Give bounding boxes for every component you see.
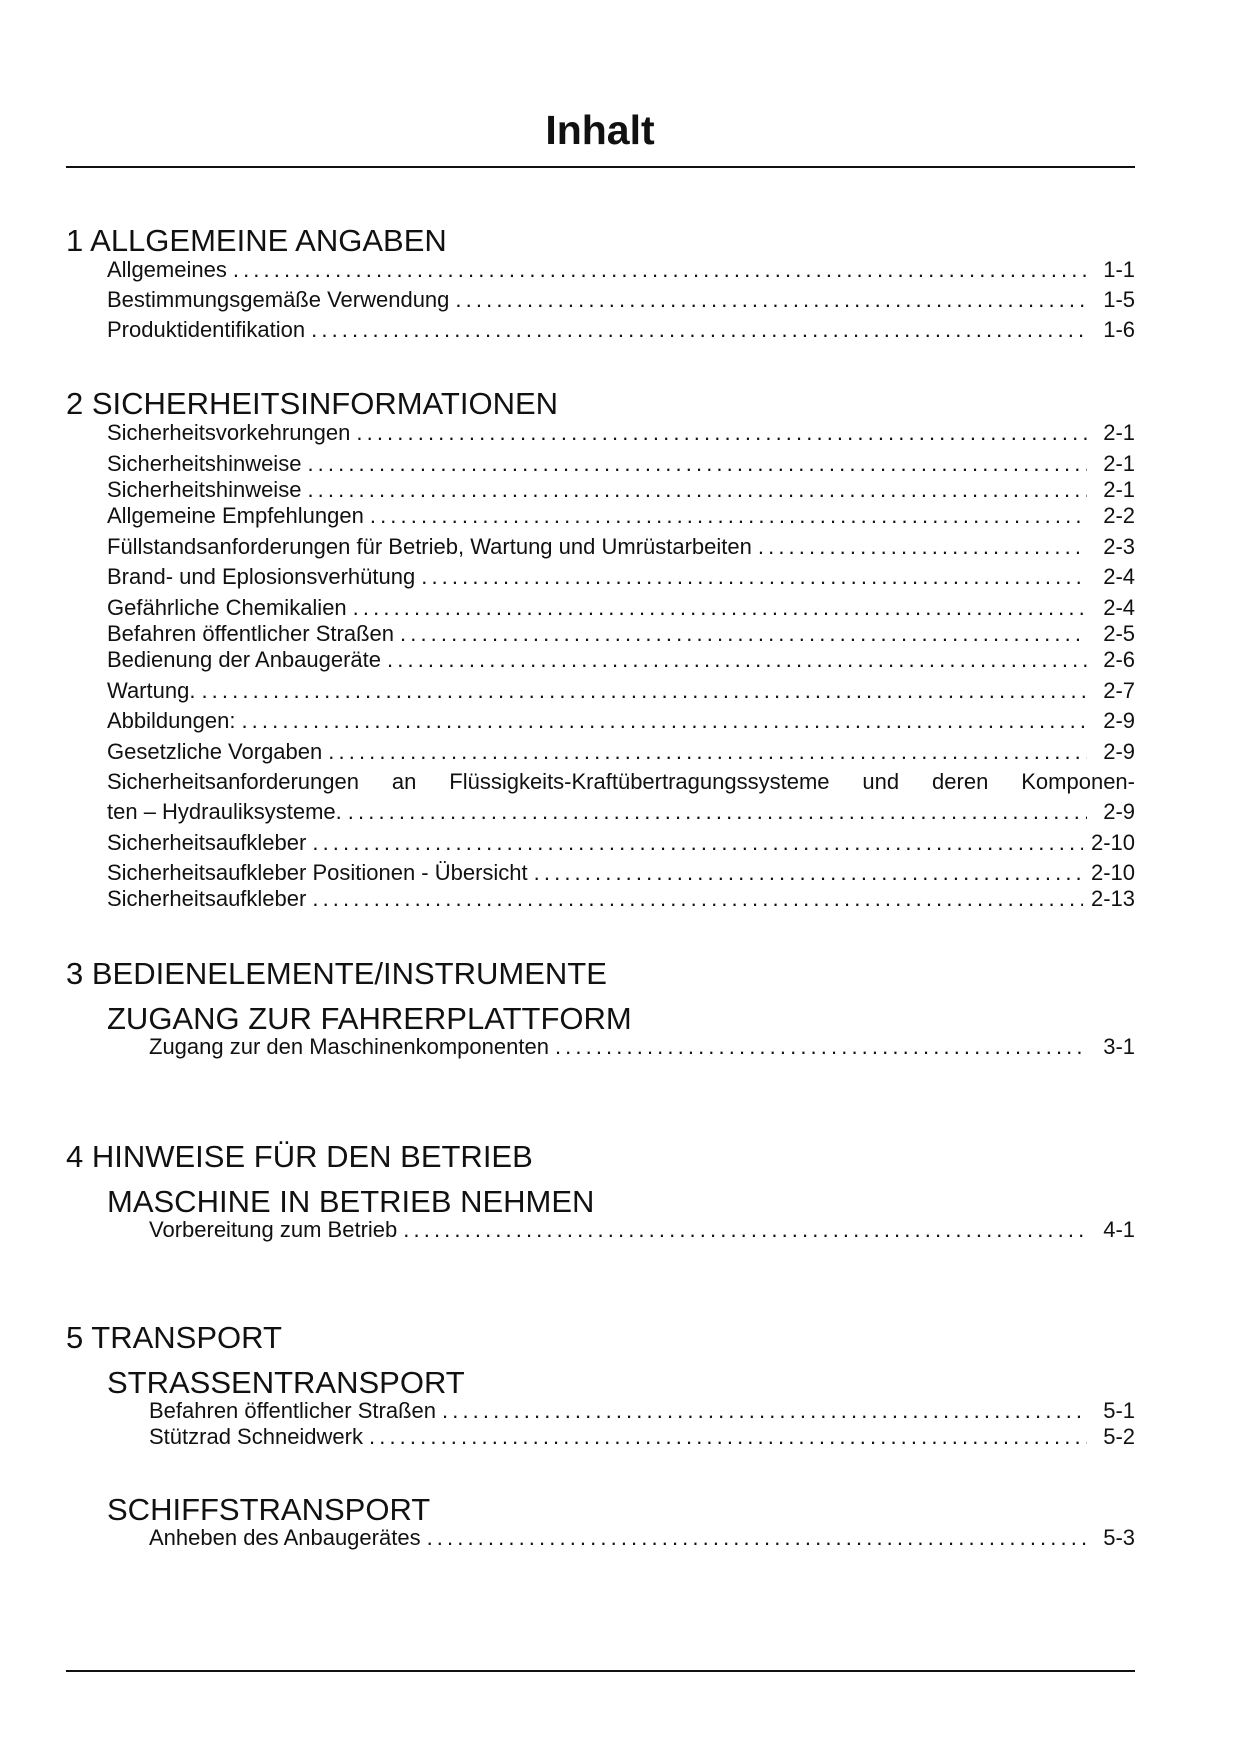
subsection-heading: ZUGANG ZUR FAHRERPLATTFORM [107, 1001, 632, 1036]
toc-entry-page: 2-1 [1103, 420, 1135, 445]
toc-entry[interactable] [107, 860, 1135, 886]
toc-entry-page: 1-6 [1103, 317, 1135, 342]
toc-entry[interactable] [149, 1525, 1135, 1551]
toc-entry-page: 2-7 [1103, 678, 1135, 703]
toc-entry[interactable] [107, 595, 1135, 621]
page-title: Inhalt [545, 107, 655, 153]
subsection-heading: SCHIFFSTRANSPORT [107, 1492, 431, 1527]
toc-entry-page: 2-9 [1103, 739, 1135, 764]
toc-entry-page: 2-6 [1103, 647, 1135, 672]
toc-entry[interactable] [107, 257, 1135, 283]
toc-entry[interactable] [149, 1398, 1135, 1424]
toc-entry[interactable] [107, 621, 1135, 647]
toc-entry-label: Befahren öffentlicher Straßen [107, 621, 394, 646]
toc-entry-page: 5-1 [1103, 1398, 1135, 1423]
toc-entry[interactable] [149, 1217, 1135, 1243]
toc-entry[interactable] [107, 477, 1135, 503]
toc-entry-page: 5-3 [1103, 1525, 1135, 1550]
toc-entry-label: Sicherheitshinweise [107, 477, 302, 502]
toc-entry[interactable] [107, 420, 1135, 446]
toc-entry-page: 2-5 [1103, 621, 1135, 646]
toc-entry-label: Anheben des Anbaugerätes [149, 1525, 421, 1550]
section-heading-4: 4 HINWEISE FÜR DEN BETRIEB [66, 1139, 533, 1174]
toc-entry-page: 1-1 [1103, 257, 1135, 282]
toc-entry[interactable] [107, 317, 1135, 343]
toc-entry-label: Gefährliche Chemikalien [107, 595, 347, 620]
section-heading-2: 2 SICHERHEITSINFORMATIONEN [66, 386, 559, 421]
toc-entry-page: 2-2 [1103, 503, 1135, 528]
toc-entry-label-continued[interactable]: Sicherheitsanforderungen an Flüssigkeits-Kraftübertragungssysteme und deren Komponen- [107, 769, 1135, 794]
toc-entry-label: Sicherheitsaufkleber [107, 830, 307, 855]
toc-entry[interactable] [107, 678, 1135, 704]
toc-entry-label: Brand- und Eplosionsverhütung [107, 564, 416, 589]
toc-entry-label: Füllstandsanforderungen für Betrieb, Wartung und Umrüstarbeiten [107, 534, 752, 559]
toc-entry[interactable] [107, 534, 1135, 560]
toc-entry-page: 2-1 [1103, 451, 1135, 476]
toc-entry-label: Wartung. [107, 678, 196, 703]
subsection-heading: STRASSENTRANSPORT [107, 1365, 465, 1400]
toc-entry-page: 2-4 [1103, 564, 1135, 589]
toc-entry[interactable] [149, 1424, 1135, 1450]
toc-entry[interactable] [107, 503, 1135, 529]
bottom-divider [66, 1670, 1135, 1672]
toc-entry-page: 2-13 [1090, 886, 1135, 911]
section-heading-5: 5 TRANSPORT [66, 1320, 282, 1355]
toc-entry-label: Befahren öffentlicher Straßen [149, 1398, 436, 1423]
section-heading-1: 1 ALLGEMEINE ANGABEN [66, 223, 447, 258]
toc-entry-label: Sicherheitshinweise [107, 451, 302, 476]
toc-entry[interactable] [107, 739, 1135, 765]
toc-entry-page: 1-5 [1103, 287, 1135, 312]
toc-entry[interactable] [149, 1034, 1135, 1060]
toc-entry-page: 2-10 [1090, 860, 1135, 885]
toc-entry-page: 2-4 [1103, 595, 1135, 620]
toc-entry[interactable] [107, 564, 1135, 590]
toc-entry-label: Zugang zur den Maschinenkomponenten [149, 1034, 549, 1059]
toc-entry-label: Allgemeine Empfehlungen [107, 503, 364, 528]
toc-entry[interactable] [107, 451, 1135, 477]
toc-entry-page: 2-3 [1103, 534, 1135, 559]
toc-entry-label: Produktidentifikation [107, 317, 306, 342]
toc-entry-page: 4-1 [1103, 1217, 1135, 1242]
toc-entry-label: Allgemeines [107, 257, 227, 282]
subsection-heading: MASCHINE IN BETRIEB NEHMEN [107, 1184, 595, 1219]
toc-entry-page: 2-1 [1103, 477, 1135, 502]
toc-entry-page: 2-9 [1103, 799, 1135, 824]
toc-entry-page: 3-1 [1103, 1034, 1135, 1059]
toc-entry[interactable] [107, 799, 1135, 825]
toc-entry-label: Sicherheitsaufkleber Positionen - Übersicht [107, 860, 528, 885]
toc-entry-label: Vorbereitung zum Betrieb [149, 1217, 398, 1242]
toc-entry[interactable] [107, 830, 1135, 856]
toc-entry-label: Gesetzliche Vorgaben [107, 739, 323, 764]
toc-entry-label: Bestimmungsgemäße Verwendung [107, 287, 450, 312]
toc-entry-label: Sicherheitsaufkleber [107, 886, 307, 911]
toc-entry-page: 5-2 [1103, 1424, 1135, 1449]
section-heading-3: 3 BEDIENELEMENTE/INSTRUMENTE [66, 956, 607, 991]
toc-entry-label: Abbildungen: [107, 708, 236, 733]
toc-entry[interactable] [107, 708, 1135, 734]
toc-entry-page: 2-10 [1090, 830, 1135, 855]
toc-entry-label: Sicherheitsvorkehrungen [107, 420, 351, 445]
toc-entry[interactable] [107, 647, 1135, 673]
toc-entry[interactable] [107, 886, 1135, 912]
toc-entry-label: ten – Hydrauliksysteme. [107, 799, 342, 824]
toc-entry[interactable] [107, 287, 1135, 313]
toc-entry-label: Stützrad Schneidwerk [149, 1424, 363, 1449]
toc-entry-page: 2-9 [1103, 708, 1135, 733]
toc-entry-label: Bedienung der Anbaugeräte [107, 647, 382, 672]
